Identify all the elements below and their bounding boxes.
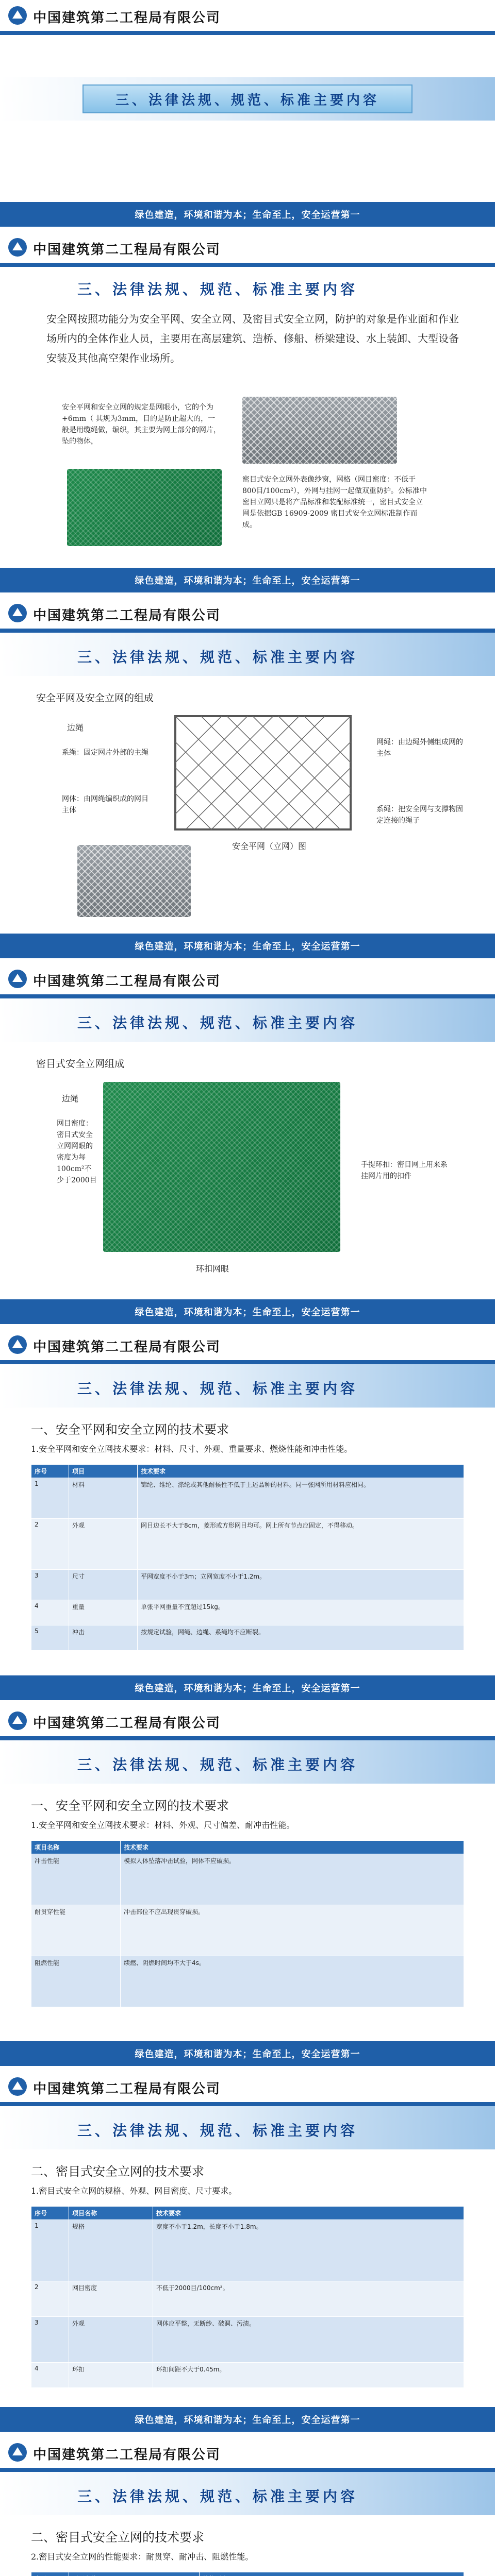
sub-heading: 1.密目式安全立网的规格、外观、网目密度、尺寸要求。 xyxy=(31,2186,237,2196)
table-row xyxy=(31,2317,464,2363)
company-logo-icon xyxy=(7,237,28,258)
net-photo xyxy=(77,845,191,917)
section-heading: 二、密目式安全立网的技术要求 xyxy=(31,2164,204,2179)
footer-text: 绿色建造，环境和谐为本；生命至上，安全运营第一 xyxy=(135,2049,360,2060)
table-row xyxy=(31,1625,464,1651)
callout-system-rope: 系绳：把安全网与支撑物固定连接的绳子 xyxy=(376,805,463,825)
col-header xyxy=(69,2572,200,2576)
spec-table xyxy=(31,2572,464,2576)
title-band xyxy=(0,77,495,121)
company-name: 中国建筑第二工程局有限公司 xyxy=(33,242,221,258)
table-cell: 4 xyxy=(31,1600,69,1625)
table-row xyxy=(31,1519,464,1570)
slide-8 xyxy=(0,2437,495,2576)
header-band xyxy=(0,31,495,35)
slide-3 xyxy=(0,598,495,958)
table-cell: 1 xyxy=(31,2220,69,2281)
table-row xyxy=(31,1854,464,1905)
footer xyxy=(0,934,495,958)
slide-5 xyxy=(0,1329,495,1700)
callout-ring-buckle: 手提环扣：密目网上用来系挂网片用的扣件 xyxy=(361,1161,448,1180)
table-cell: 单张平网重量不宜超过15kg。 xyxy=(138,1600,464,1625)
table-cell: 模拟人体坠落冲击试验，网体不应破损。 xyxy=(121,1854,464,1905)
header xyxy=(0,232,495,263)
header-band xyxy=(0,994,495,998)
callout-mesh-density: 网目密度：密目式安全立网网眼的密度为每100cm²不少于2000目 xyxy=(57,1120,97,1184)
sub-heading: 2.密目式安全立网的性能要求：耐贯穿、耐冲击、阻燃性能。 xyxy=(31,2552,254,2562)
company-logo-icon xyxy=(7,1710,28,1731)
table-cell: 续燃、阴燃时间均不大于4s。 xyxy=(121,1956,464,2007)
table-row xyxy=(31,1570,464,1600)
footer xyxy=(0,1675,495,1700)
table-cell: 冲击性能 xyxy=(31,1854,121,1905)
title-box xyxy=(82,84,412,113)
table-cell: 外观 xyxy=(69,2317,153,2363)
sub-heading: 1.安全平网和安全立网技术要求：材料、外观、尺寸偏差、耐冲击性能。 xyxy=(31,1820,295,1830)
table-row xyxy=(31,1956,464,2007)
header xyxy=(0,963,495,994)
title-band xyxy=(0,1364,495,1408)
table-cell: 按规定试验，网绳、边绳、系绳均不应断裂。 xyxy=(138,1625,464,1651)
company-name: 中国建筑第二工程局有限公司 xyxy=(33,1716,221,1731)
table-cell: 网体应平整，无断纱、破洞、污渍。 xyxy=(153,2317,464,2363)
footer xyxy=(0,2407,495,2432)
flat-net-caption: 安全平网和安全立网的规定是网眼小，它的个为+6mm（ 其规为3mm，目的是防止超大的，一般是用缆绳做，编织，其主要为网上部分的网片，坠的物体， xyxy=(62,403,221,446)
slide-6 xyxy=(0,1705,495,2066)
header xyxy=(0,1705,495,1736)
callout-tie-rope: 系绳：固定网片外部的主绳 xyxy=(62,749,148,757)
company-logo-icon xyxy=(7,1334,28,1355)
footer xyxy=(0,568,495,592)
table-cell: 重量 xyxy=(69,1600,138,1625)
section-heading: 一、安全平网和安全立网的技术要求 xyxy=(31,1422,229,1437)
slide-title: 三、法律法规、规范、标准主要内容 xyxy=(77,1014,358,1031)
diagram-caption: 安全平网（立网）图 xyxy=(232,841,307,851)
company-logo-icon xyxy=(7,2442,28,2463)
footer-text: 绿色建造，环境和谐为本；生命至上，安全运营第一 xyxy=(135,575,360,586)
table-cell: 网目边长不大于8cm，菱形或方形网目均可。网上所有节点应固定，不得移动。 xyxy=(138,1519,464,1570)
footer xyxy=(0,1299,495,1324)
col-header: 序号 xyxy=(31,1465,69,1478)
footer-text: 绿色建造，环境和谐为本；生命至上，安全运营第一 xyxy=(135,2415,360,2426)
table-row xyxy=(31,1600,464,1625)
header xyxy=(0,598,495,629)
slide-4 xyxy=(0,963,495,1324)
table-cell: 2 xyxy=(31,1519,69,1570)
table-cell: 环扣间距不大于0.45m。 xyxy=(153,2363,464,2388)
table-row xyxy=(31,1478,464,1519)
table-cell: 3 xyxy=(31,1570,69,1600)
header xyxy=(0,2071,495,2102)
table-cell: 阻燃性能 xyxy=(31,1956,121,2007)
col-header: 项目名称 xyxy=(31,1841,121,1854)
dense-net-caption: 密目式安全立网外表像纱窗，网格（网目密度：不低于800目/100cm²），外网与挂网一起做双重防护。公标准中密目立网只是将产品标准和装配标准统一，密目式安全立网是依据GB 16909-2009 密目式安全立网标准制作而成。 xyxy=(242,476,427,529)
flat-net-photo xyxy=(242,397,397,464)
footer xyxy=(0,202,495,227)
company-name: 中国建筑第二工程局有限公司 xyxy=(33,1340,221,1355)
table-cell: 锦纶、维纶、涤纶或其他耐候性不低于上述品种的材料。同一张网所用材料应相同。 xyxy=(138,1478,464,1519)
slide-title: 三、法律法规、规范、标准主要内容 xyxy=(77,2488,358,2505)
company-name: 中国建筑第二工程局有限公司 xyxy=(33,2447,221,2463)
table-cell: 耐贯穿性能 xyxy=(31,1905,121,1956)
callout-net-rope: 网绳：由边绳外侧组成网的主体 xyxy=(376,738,463,758)
table-cell: 外观 xyxy=(69,1519,138,1570)
table-row xyxy=(31,2220,464,2281)
safety-net-diagram xyxy=(170,711,356,835)
table-cell: 冲击 xyxy=(69,1625,138,1651)
table-row xyxy=(31,1905,464,1956)
company-name: 中国建筑第二工程局有限公司 xyxy=(33,608,221,623)
callout-edge-rope: 边绳 xyxy=(62,1094,79,1104)
title-band xyxy=(0,2472,495,2515)
col-header xyxy=(200,2572,464,2576)
table-cell: 平网宽度不小于3m；立网宽度不小于1.2m。 xyxy=(138,1570,464,1600)
header xyxy=(0,1329,495,1360)
spec-table xyxy=(31,1840,464,2007)
footer-text: 绿色建造，环境和谐为本；生命至上，安全运营第一 xyxy=(135,1683,360,1694)
table-cell: 环扣 xyxy=(69,2363,153,2388)
header-band xyxy=(0,1736,495,1740)
table-cell: 尺寸 xyxy=(69,1570,138,1600)
slide-title: 三、法律法规、规范、标准主要内容 xyxy=(77,1756,358,1773)
spec-table xyxy=(31,2206,464,2388)
header xyxy=(0,2437,495,2468)
section-heading: 一、安全平网和安全立网的技术要求 xyxy=(31,1799,229,1813)
header xyxy=(0,0,495,31)
dense-net-photo xyxy=(67,469,222,546)
col-header: 技术要求 xyxy=(153,2207,464,2220)
header-band xyxy=(0,263,495,267)
sub-heading: 1.安全平网和安全立网技术要求：材料、尺寸、外观、重量要求、燃烧性能和冲击性能。 xyxy=(31,1444,353,1454)
company-name: 中国建筑第二工程局有限公司 xyxy=(33,974,221,989)
spec-table xyxy=(31,1464,464,1651)
slide-title: 三、法律法规、规范、标准主要内容 xyxy=(77,1380,358,1397)
table-row xyxy=(31,2363,464,2388)
table-cell: 5 xyxy=(31,1625,69,1651)
table-cell: 1 xyxy=(31,1478,69,1519)
section-heading: 安全平网及安全立网的组成 xyxy=(36,692,154,704)
table-cell: 网目密度 xyxy=(69,2281,153,2317)
callout-edge-rope: 边绳 xyxy=(67,723,84,733)
col-header: 技术要求 xyxy=(138,1465,464,1478)
header-band xyxy=(0,1360,495,1364)
table-cell: 材料 xyxy=(69,1478,138,1519)
slide-title: 三、法律法规、规范、标准主要内容 xyxy=(115,92,380,108)
header-band xyxy=(0,2102,495,2106)
col-header: 项目名称 xyxy=(69,2207,153,2220)
company-logo-icon xyxy=(7,5,28,26)
table-cell: 3 xyxy=(31,2317,69,2363)
company-name: 中国建筑第二工程局有限公司 xyxy=(33,10,221,26)
table-cell: 4 xyxy=(31,2363,69,2388)
col-header: 序号 xyxy=(31,2207,69,2220)
slide-title: 三、法律法规、规范、标准主要内容 xyxy=(77,2122,358,2139)
col-header: 技术要求 xyxy=(121,1841,464,1854)
table-cell: 2 xyxy=(31,2281,69,2317)
col-header: 项目 xyxy=(69,1465,138,1478)
title-band xyxy=(0,2106,495,2149)
company-logo-icon xyxy=(7,969,28,989)
table-cell: 规格 xyxy=(69,2220,153,2281)
section-heading: 二、密目式安全立网的技术要求 xyxy=(31,2530,204,2545)
intro-paragraph: 安全网按照功能分为安全平网、安全立网、及密目式安全立网，防护的对象是作业面和作业场所内的全体作业人员，主要用在高层建筑、造桥、修船、桥梁建设、水上装卸、大型设备安装及其他高空架作业场所。 xyxy=(46,313,459,364)
slide-2 xyxy=(0,232,495,592)
slide-title: 三、法律法规、规范、标准主要内容 xyxy=(77,649,358,666)
table-cell: 冲击部位不应出现贯穿破损。 xyxy=(121,1905,464,1956)
footer xyxy=(0,2041,495,2066)
table-cell: 不低于2000目/100cm²。 xyxy=(153,2281,464,2317)
col-header xyxy=(31,2572,69,2576)
title-band xyxy=(0,633,495,676)
section-heading: 密目式安全立网组成 xyxy=(36,1058,125,1070)
header-band xyxy=(0,629,495,633)
slide-title: 三、法律法规、规范、标准主要内容 xyxy=(77,281,358,298)
slide-7 xyxy=(0,2071,495,2432)
header-band xyxy=(0,2468,495,2472)
company-logo-icon xyxy=(7,2076,28,2097)
footer-text: 绿色建造，环境和谐为本；生命至上，安全运营第一 xyxy=(135,210,360,221)
company-logo-icon xyxy=(7,603,28,623)
table-cell: 宽度不小于1.2m，长度不小于1.8m。 xyxy=(153,2220,464,2281)
callout-net-body: 网体：由网绳编织成的网目主体 xyxy=(62,795,148,815)
slide-1 xyxy=(0,0,495,227)
title-band xyxy=(0,1740,495,1784)
footer-text: 绿色建造，环境和谐为本；生命至上，安全运营第一 xyxy=(135,941,360,952)
table-row xyxy=(31,2281,464,2317)
title-band xyxy=(0,998,495,1042)
dense-net-illustration xyxy=(103,1082,340,1252)
bottom-caption: 环扣网眼 xyxy=(196,1264,229,1274)
footer-text: 绿色建造，环境和谐为本；生命至上，安全运营第一 xyxy=(135,1307,360,1318)
company-name: 中国建筑第二工程局有限公司 xyxy=(33,2081,221,2097)
